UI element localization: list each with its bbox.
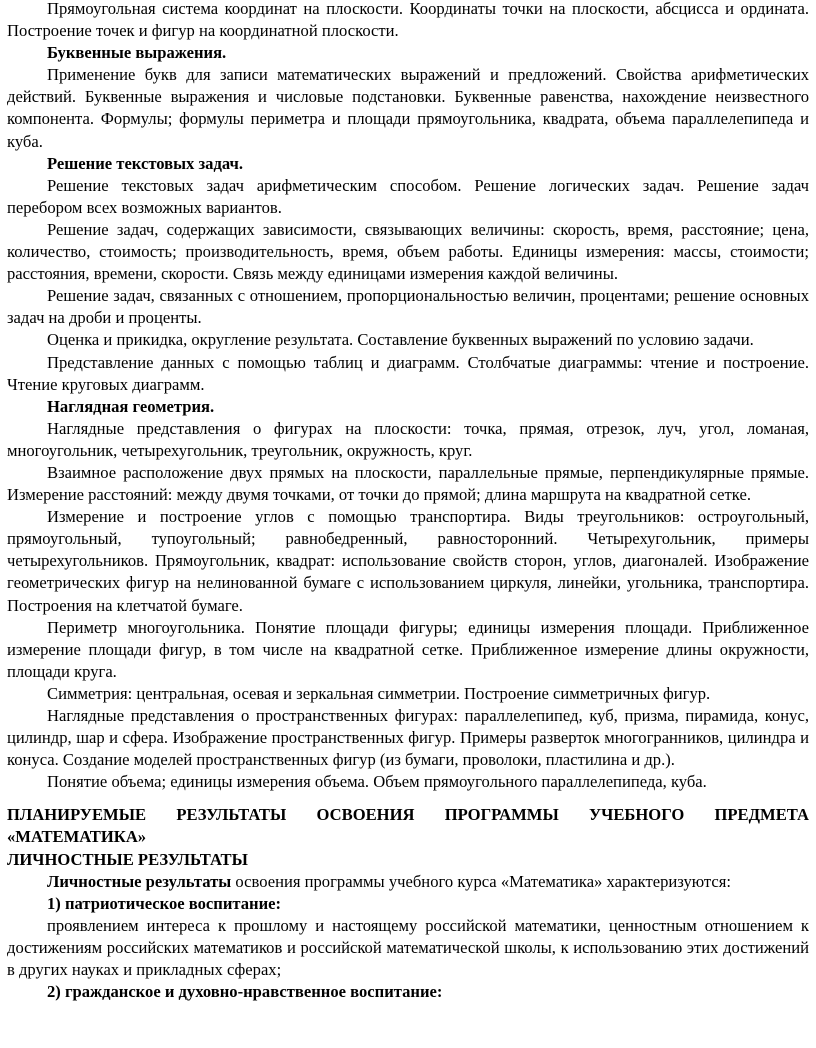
paragraph: Наглядные представления о фигурах на плоскости: точка, прямая, отрезок, луч, угол, ломаная, многоугольник, четырехугольник, треугольник, окружность, круг. [7,418,809,460]
paragraph: Решение задач, содержащих зависимости, связывающих величины: скорость, время, расстояние; цена, количество, стоимость; производительность, время, объем работы. Единицы измерения: массы, стоимости; расстояния, времени, скорости. Связь между единицами измерения каждой величины. [7,219,809,284]
item-heading-patriotic: 1) патриотическое воспитание: [47,893,282,913]
paragraph: Понятие объема; единицы измерения объема. Объем прямоугольного параллелепипеда, куба. [47,772,707,792]
paragraph: Наглядные представления о пространственных фигурах: параллелепипед, куб, призма, пирамида, конус, цилиндр, шар и сфера. Изображение пространственных фигур. Примеры разверток многогранников, цилиндра и конуса. Создание моделей пространственных фигур (из бумаги, проволоки, пластилина и др.). [7,706,809,770]
section-heading: Буквенные выражения. [47,43,227,63]
paragraph: Прямоугольная система координат на плоскости. Координаты точки на плоскости, абсцисса и ордината. Построение точек и фигур на координатной плоскости. [7,0,809,41]
results-lead [7,871,809,893]
results-lead-bold: Личностные результаты [47,871,232,891]
paragraph: Решение текстовых задач арифметическим способом. Решение логических задач. Решение задач перебором всех возможных вариантов. [7,175,809,217]
paragraph: Измерение и построение углов с помощью транспортира. Виды треугольников: остроугольный, прямоугольный, тупоугольный; равнобедренный, равносторонний. Четырехугольник, примеры четырехугольников. Прямоугольник, квадрат: использование свойств сторон, углов, диагоналей. Изображение геометрических фигур на нелинованной бумаге с использованием циркуля, линейки, угольника, транспортира. Построения на клетчатой бумаге. [7,507,809,615]
paragraph: Взаимное расположение двух прямых на плоскости, параллельные прямые, перпендикулярные прямые. Измерение расстояний: между двумя точками, от точки до прямой; длина маршрута на квадратной сетке. [7,462,809,505]
paragraph: Представление данных с помощью таблиц и диаграмм. Столбчатые диаграммы: чтение и построение. Чтение круговых диаграмм. [7,352,809,394]
results-subtitle: ЛИЧНОСТНЫЕ РЕЗУЛЬТАТЫ [7,849,248,869]
section-heading: Наглядная геометрия. [47,396,215,416]
item-text-patriotic: проявлением интереса к прошлому и настоящему российской математики, ценностным отношением к достижениям российских математиков и российской математической школы, к использованию этих достижений в других науках и прикладных сферах; [7,915,809,980]
paragraph: Периметр многоугольника. Понятие площади фигуры; единицы измерения площади. Приближенное измерение площади фигур, в том числе на квадратной сетке. Приближенное измерение длины окружности, площади круга. [7,617,809,681]
paragraph: Применение букв для записи математических выражений и предложений. Свойства арифметических действий. Буквенные выражения и числовые подстановки. Буквенные равенства, нахождение неизвестного компонента. Формулы; формулы периметра и площади прямоугольника, квадрата, объема параллелепипеда и куба. [7,65,809,151]
spacer [7,793,809,804]
results-lead-rest: освоения программы учебного курса «Математика» характеризуются: [231,871,731,891]
section-heading: Решение текстовых задач. [47,153,243,173]
item-heading-civic: 2) гражданское и духовно-нравственное воспитание: [47,982,443,1002]
results-title: ПЛАНИРУЕМЫЕ РЕЗУЛЬТАТЫ ОСВОЕНИЯ ПРОГРАММЫ УЧЕБНОГО ПРЕДМЕТА «МАТЕМАТИКА» [7,805,809,847]
paragraph: Решение задач, связанных с отношением, пропорциональностью величин, процентами; решение основных задач на дроби и проценты. [7,286,809,328]
paragraph: Оценка и прикидка, округление результата. Составление буквенных выражений по условию задачи. [47,330,754,350]
document-page [7,0,809,1003]
paragraph: Симметрия: центральная, осевая и зеркальная симметрии. Построение симметричных фигур. [47,683,711,703]
